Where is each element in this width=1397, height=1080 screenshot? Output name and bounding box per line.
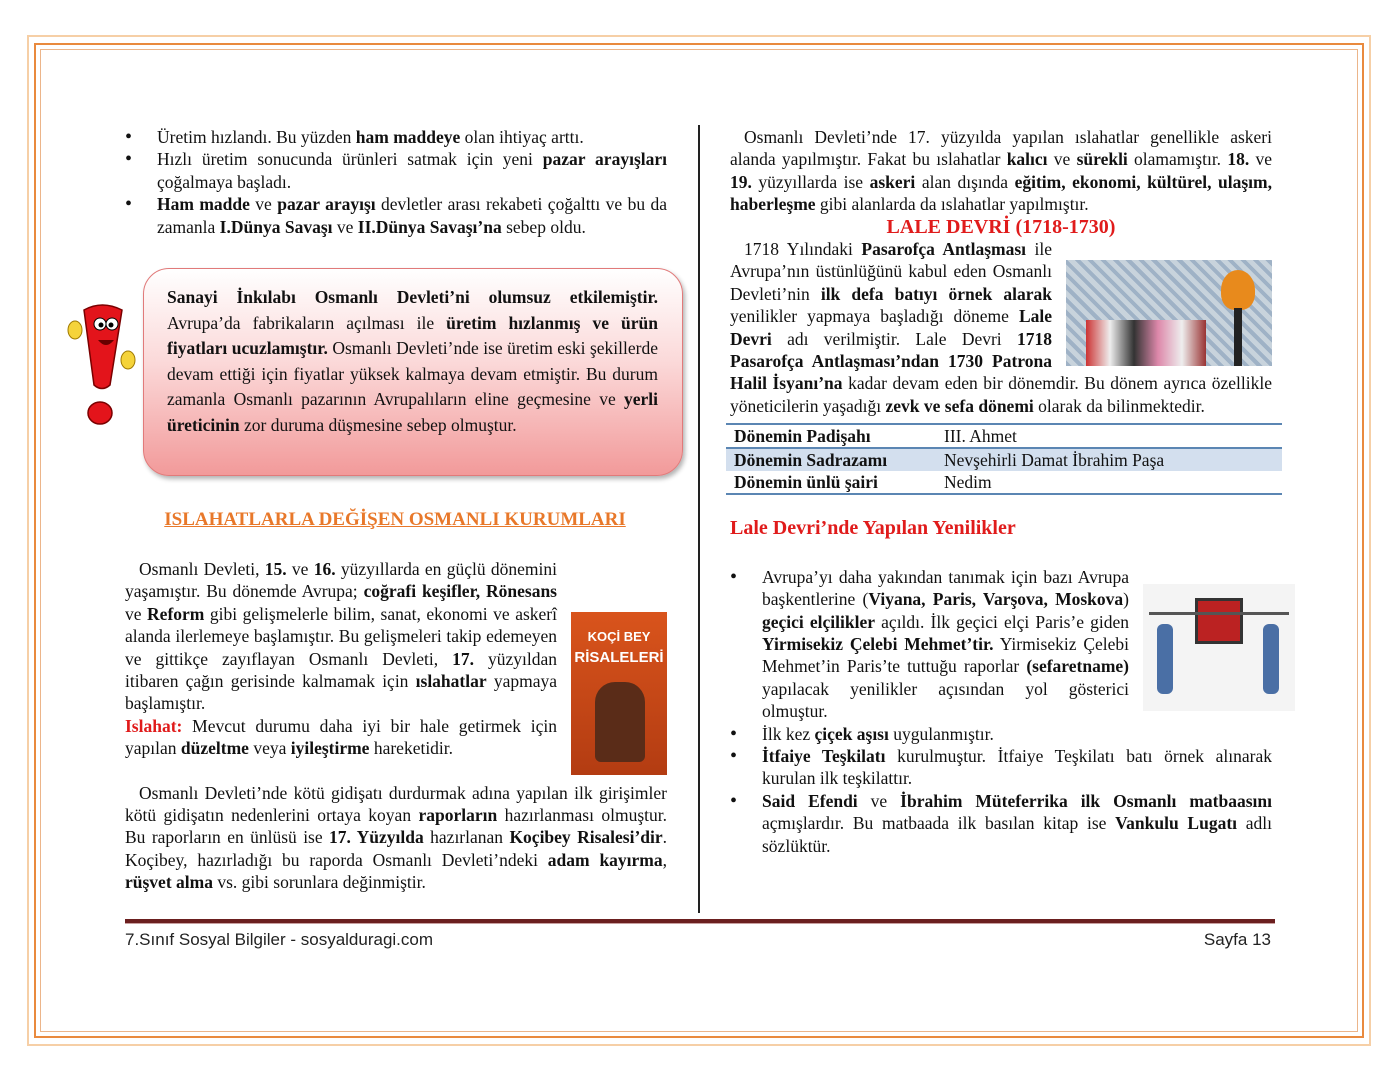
emphasis-text: (sefaretname) (1026, 656, 1129, 677)
emphasis-text: Islahat: (125, 715, 183, 736)
emphasis-text: coğrafi keşifler, Rönesans (363, 581, 557, 602)
text-run: yapmaya başlamıştır. (125, 671, 557, 714)
emphasis-text: iyileştirme (290, 738, 370, 759)
left-para1 (125, 558, 667, 894)
bullet-item (730, 790, 1272, 857)
emphasis-text: zevk ve sefa dönemi (885, 395, 1034, 416)
text-run: ve (286, 559, 314, 579)
emphasis-text: Yirmisekiz Çelebi Mehmet’tir. (762, 633, 994, 654)
footer-left: 7.Sınıf Sosyal Bilgiler - sosyalduragi.com (125, 930, 434, 949)
emphasis-text: kalıcı (1006, 149, 1048, 170)
text-run: Osmanlı Devleti, (139, 559, 265, 579)
text-run: . Koçibey, hazırladığı bu raporda Osmanlı Devleti’ndeki (125, 827, 668, 870)
text-run: açıldı. İlk geçici elçi Paris’e giden (875, 611, 1130, 632)
text-run: yüzyıllarda en güçlü dönemini yaşamıştır. Bu dönemde Avrupa; (125, 559, 557, 602)
text-run: adlı sözlüktür. (762, 813, 1272, 856)
text-run: sebep oldu. (501, 216, 586, 237)
emphasis-text: Said Efendi (762, 790, 858, 811)
text-run: yapılacak yenilikler açısından yol gösterici olmuştur. (762, 678, 1129, 722)
emphasis-text: II.Dünya Savaşı’na (357, 216, 502, 237)
emphasis-text: I.Dünya Savaşı (219, 216, 333, 237)
emphasis-text: yerli üreticinin (167, 389, 658, 435)
emphasis-text: Koçibey Risalesi’dir (509, 827, 663, 848)
text-run: Avrupa’da fabrikaların açılması ile (167, 312, 447, 333)
text-run: ve (332, 216, 358, 237)
lale-devri-miniature-image (1066, 260, 1272, 366)
exclamation-mascot-icon (62, 300, 142, 430)
page-number: Sayfa 13 (1203, 930, 1271, 949)
text-run: Avrupa’yı daha yakından tanımak için bazı Avrupa başkentlerine ( (762, 566, 1129, 610)
text-run: yüzyıldan itibaren çağın gerisinde kalmamak için (125, 648, 558, 692)
text-run: vs. gibi sorunlara değinmiştir. (212, 872, 426, 893)
emphasis-text: Pasarofça Antlaşması (861, 239, 1027, 260)
text-run: hazırlanması olmuştur. Bu raporların en ünlüsü ise (125, 805, 667, 848)
text-run: yenilikler yapmaya başladığı döneme (730, 306, 1019, 327)
emphasis-text: rüşvet alma (125, 872, 213, 893)
emphasis-text: 1718 Pasarofça Antlaşması’ndan 1730 Patrona Halil İsyanı’na (730, 328, 1052, 394)
emphasis-text: 15. (264, 559, 287, 579)
text-run: uygulanmıştır. (888, 723, 994, 744)
text-run: adı verilmiştir. Lale Devri (771, 328, 1017, 349)
text-run: Osmanlı Devleti’nde kötü gidişatı durdurmak adına yapılan ilk girişimler kötü gidişatın nedenlerini ortaya koyan (125, 782, 667, 826)
table-value: Nedim (944, 472, 992, 493)
table-label: Dönemin Sadrazamı (734, 450, 888, 471)
text-run: zor duruma düşmesine sebep olmuştur. (239, 414, 517, 435)
emphasis-text: Reform (147, 603, 205, 624)
yenilikler-heading: Lale Devri’nde Yapılan Yenilikler (730, 517, 1016, 540)
text-run: veya (248, 738, 291, 759)
book-title-line1: KOÇİ BEY (587, 629, 651, 644)
text-run: Mevcut durumu daha iyi bir hale getirmek için yapılan (125, 715, 557, 759)
text-run: Üretim hızlandı. Bu yüzden (157, 127, 356, 147)
emphasis-text: 18. (1227, 149, 1250, 170)
text-run: devletler arası rekabeti çoğalttı ve bu da zamanla (157, 194, 668, 237)
emphasis-text: Lale Devri (730, 306, 1052, 349)
text-run: ve (249, 194, 278, 215)
book-cover-image (571, 612, 667, 775)
emphasis-text: üretim hızlanmış ve ürün fiyatları ucuzlamıştır. (167, 312, 658, 359)
book-title-line2: RİSALELERİ (574, 649, 664, 667)
emphasis-text: İtfaiye Teşkilatı (762, 745, 886, 766)
text-run: kurulmuştur. İtfaiye Teşkilatı batı örnek alınarak kurulan ilk teşkilattır. (762, 745, 1272, 789)
emphasis-text: 16. (313, 559, 336, 579)
text-run: çoğalmaya başladı. (157, 171, 292, 192)
text-run: hazırlanan (423, 827, 510, 848)
text-run: açmışlardır. Bu matbaada ilk basılan kitap ise (762, 813, 1116, 834)
emphasis-text: adam kayırma (547, 849, 663, 870)
text-run: gibi gelişmelerle bilim, sanat, ekonomi ve askerî alanda ilerlemeye başlamıştır. Bu gelişmeleri takip edemeyen ve gittikçe zayıflayan Osmanlı Devleti, (125, 603, 557, 669)
lale-devri-table (726, 423, 1282, 495)
text-run: Yirmisekiz Çelebi Mehmet’in Paris’te tuttuğu raporlar (762, 633, 1130, 677)
right-column (730, 126, 1272, 857)
text-run: ) (1123, 589, 1129, 610)
emphasis-text: 17. Yüzyılda (329, 827, 424, 848)
text-run: yüzyıllarda ise (751, 171, 870, 192)
table-row (726, 471, 1282, 494)
section-heading: ISLAHATLARLA DEĞİŞEN OSMANLI KURUMLARI (164, 509, 626, 530)
bullet-item (730, 566, 1272, 723)
table-value: III. Ahmet (944, 426, 1017, 447)
footer-divider (125, 919, 1275, 924)
lale-devri-heading: LALE DEVRİ (1718-1730) (886, 215, 1116, 238)
emphasis-text: 19. (730, 171, 752, 192)
text-run: Osmanlı Devleti’nde 17. yüzyılda yapılan ıslahatlar genellikle askeri alanda yapılmıştır. Fakat bu ıslahatlar (730, 127, 1272, 170)
text-run: olan ihtiyaç arttı. (460, 127, 584, 147)
emphasis-text: 17. (452, 648, 474, 669)
text-run: alan dışında (915, 171, 1015, 192)
bullet-item (730, 723, 1272, 745)
emphasis-text: eğitim, ekonomi, kültürel, ulaşım, haberleşme (730, 171, 1273, 215)
bullet-item (125, 148, 667, 193)
emphasis-text: Viyana, Paris, Varşova, Moskova (868, 589, 1124, 610)
text-run: ve (857, 790, 901, 811)
bullet-item (125, 193, 667, 238)
table-row (726, 448, 1282, 471)
emphasis-text: geçici elçilikler (762, 611, 876, 632)
emphasis-text: pazar arayışı (277, 194, 376, 215)
emphasis-text: pazar arayışları (542, 149, 667, 170)
left-bullets (125, 126, 667, 238)
text-run: Osmanlı Devleti’nde ise üretim eski şekillerde devam ettiği için fiyatlar yüksek kalmaya devam etmiştir. Bu durum zamanla Osmanlı pazarının Avrupalıların eline geçmesine ve (167, 338, 658, 410)
text-run: ile Avrupa’nın üstünlüğünü kabul eden Osmanlı Devleti’nin (730, 239, 1052, 304)
text-run: gibi alanlarda da ıslahatlar yapılmıştır. (815, 194, 1089, 215)
text-run: ve (1047, 149, 1077, 170)
emphasis-text: sürekli (1076, 149, 1128, 170)
table-row (726, 424, 1282, 448)
text-run: Hızlı üretim sonucunda ürünleri satmak için yeni (157, 149, 543, 170)
emphasis-text: düzeltme (180, 738, 249, 759)
text-run: İlk kez (762, 723, 815, 744)
emphasis-text: Ham madde (157, 194, 250, 215)
emphasis-text: raporların (418, 805, 498, 826)
text-run: ve (1249, 149, 1272, 170)
emphasis-text: Sanayi İnkılabı Osmanlı Devleti’ni olumsuz etkilemiştir. (167, 287, 658, 307)
text-run: olarak da bilinmektedir. (1033, 395, 1205, 416)
column-divider (698, 125, 700, 913)
paragraph (125, 782, 667, 894)
text-run: olamamıştır. (1127, 149, 1228, 170)
emphasis-text: ilk defa batıyı örnek alarak (820, 283, 1052, 304)
text-run: 1718 Yılındaki (744, 239, 862, 260)
paragraph (730, 126, 1272, 216)
text-run: , (662, 849, 668, 870)
table-label: Dönemin ünlü şairi (734, 472, 878, 493)
text-run: kadar devam eden bir dönemdir. Bu dönem ayrıca özellikle yöneticilerin yaşadığı (730, 373, 1272, 416)
emphasis-text: çiçek aşısı (814, 723, 889, 744)
text-run: hareketidir. (369, 738, 454, 759)
bullet-item (125, 126, 667, 148)
emphasis-text: Vankulu Lugatı (1115, 813, 1238, 834)
text-run: ve (125, 603, 148, 624)
emphasis-text: askeri (869, 171, 916, 192)
table-label: Dönemin Padişahı (734, 426, 871, 447)
emphasis-text: İbrahim Müteferrika ilk Osmanlı matbaasını (900, 790, 1272, 811)
emphasis-text: ıslahatlar (415, 671, 487, 692)
table-value: Nevşehirli Damat İbrahim Paşa (944, 450, 1165, 471)
emphasis-text: ham maddeye (355, 127, 461, 147)
bullet-item (730, 745, 1272, 790)
callout-box (143, 268, 683, 476)
